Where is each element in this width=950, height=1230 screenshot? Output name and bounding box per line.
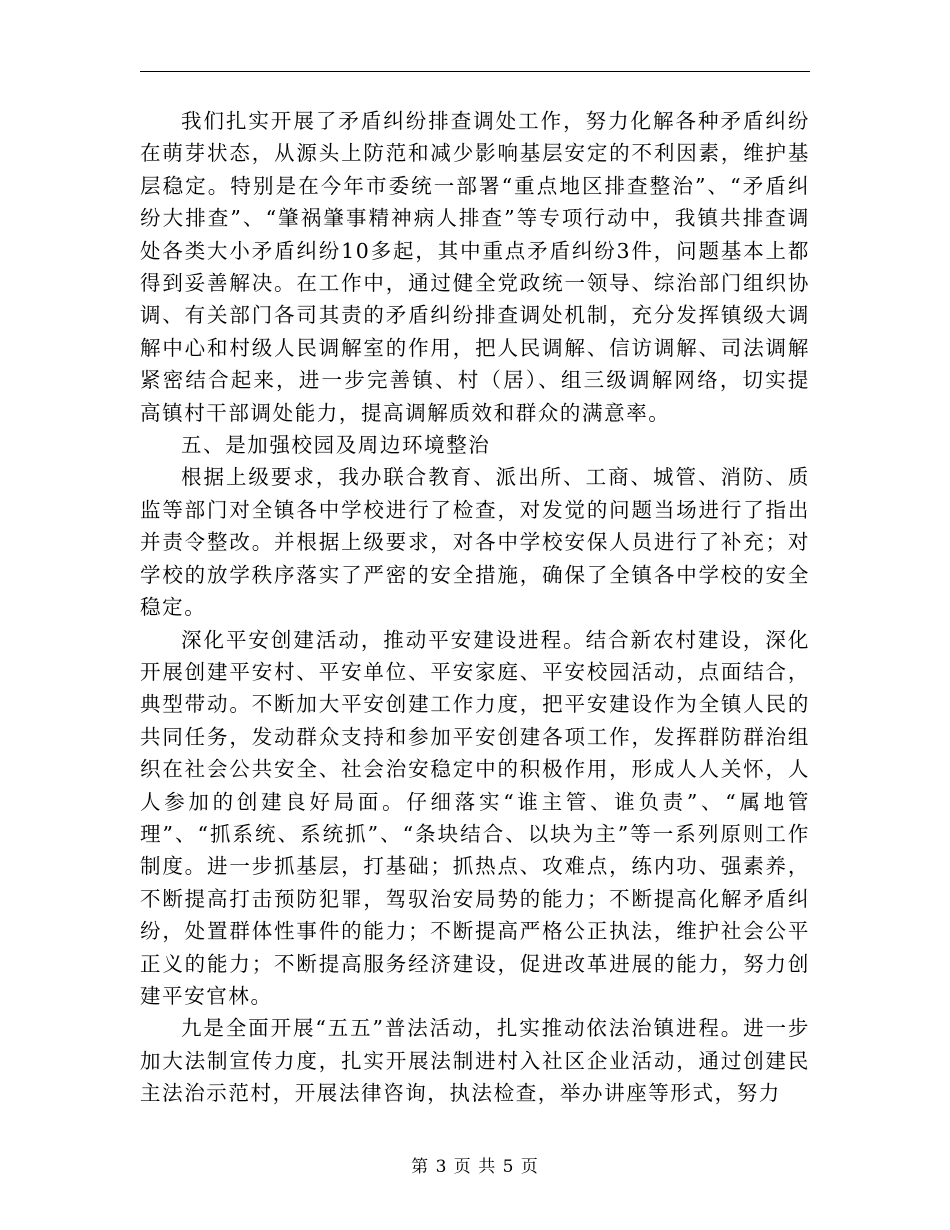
section-heading-campus-safety: 五、是加强校园及周边环境整治 (181, 433, 491, 458)
paragraph-legal-education: 九是全面开展“五五”普法活动，扎实推动依法治镇进程。进一步加大法制宣传力度，扎实开展法制进村入社区企业活动，通过创建民主法治示范村，开展法律咨询，执法检查，举办讲座等形式，努力 (140, 1016, 810, 1106)
document-body (140, 105, 810, 1110)
paragraph-dispute-mediation: 我们扎实开展了矛盾纠纷排查调处工作，努力化解各种矛盾纠纷在萌芽状态，从源头上防范和减少影响基层安定的不利因素，维护基层稳定。特别是在今年市委统一部署“重点地区排查整治”、“矛盾纠纷大排查”、“肇祸肇事精神病人排查”等专项行动中，我镇共排查调处各类大小矛盾纠纷10多起，其中重点矛盾纠纷3件，问题基本上都得到妥善解决。在工作中，通过健全党政统一领导、综治部门组织协调、有关部门各司其责的矛盾纠纷排查调处机制，充分发挥镇级大调解中心和村级人民调解室的作用，把人民调解、信访调解、司法调解紧密结合起来，进一步完善镇、村（居）、组三级调解网络，切实提高镇村干部调处能力，提高调解质效和群众的满意率。 (140, 109, 810, 425)
paragraph-safe-community-building: 深化平安创建活动，推动平安建设进程。结合新农村建设，深化开展创建平安村、平安单位、平安家庭、平安校园活动，点面结合，典型带动。不断加大平安创建工作力度，把平安建设作为全镇人民的共同任务，发动群众支持和参加平安创建各项工作，发挥群防群治组织在社会公共安全、社会治安稳定中的积极作用，形成人人关怀，人人参加的创建良好局面。仔细落实“谁主管、谁负责”、“属地管理”、“抓系统、系统抓”、“条块结合、以块为主”等一系列原则工作制度。进一步抓基层，打基础；抓热点、攻难点，练内功、强素养，不断提高打击预防犯罪，驾驭治安局势的能力；不断提高化解矛盾纠纷，处置群体性事件的能力；不断提高严格公正执法，维护社会公平正义的能力；不断提高服务经济建设，促进改革进展的能力，努力创建平安官林。 (140, 627, 810, 1008)
page-number-footer: 第 3 页 共 5 页 (411, 1157, 539, 1177)
paragraph-campus-inspection: 根据上级要求，我办联合教育、派出所、工商、城管、消防、质监等部门对全镇各中学校进行了检查，对发觉的问题当场进行了指出并责令整改。并根据上级要求，对各中学校安保人员进行了补充；对学校的放学秩序落实了严密的安全措施，确保了全镇各中学校的安全稳定。 (140, 465, 810, 620)
header-rule (140, 71, 810, 72)
